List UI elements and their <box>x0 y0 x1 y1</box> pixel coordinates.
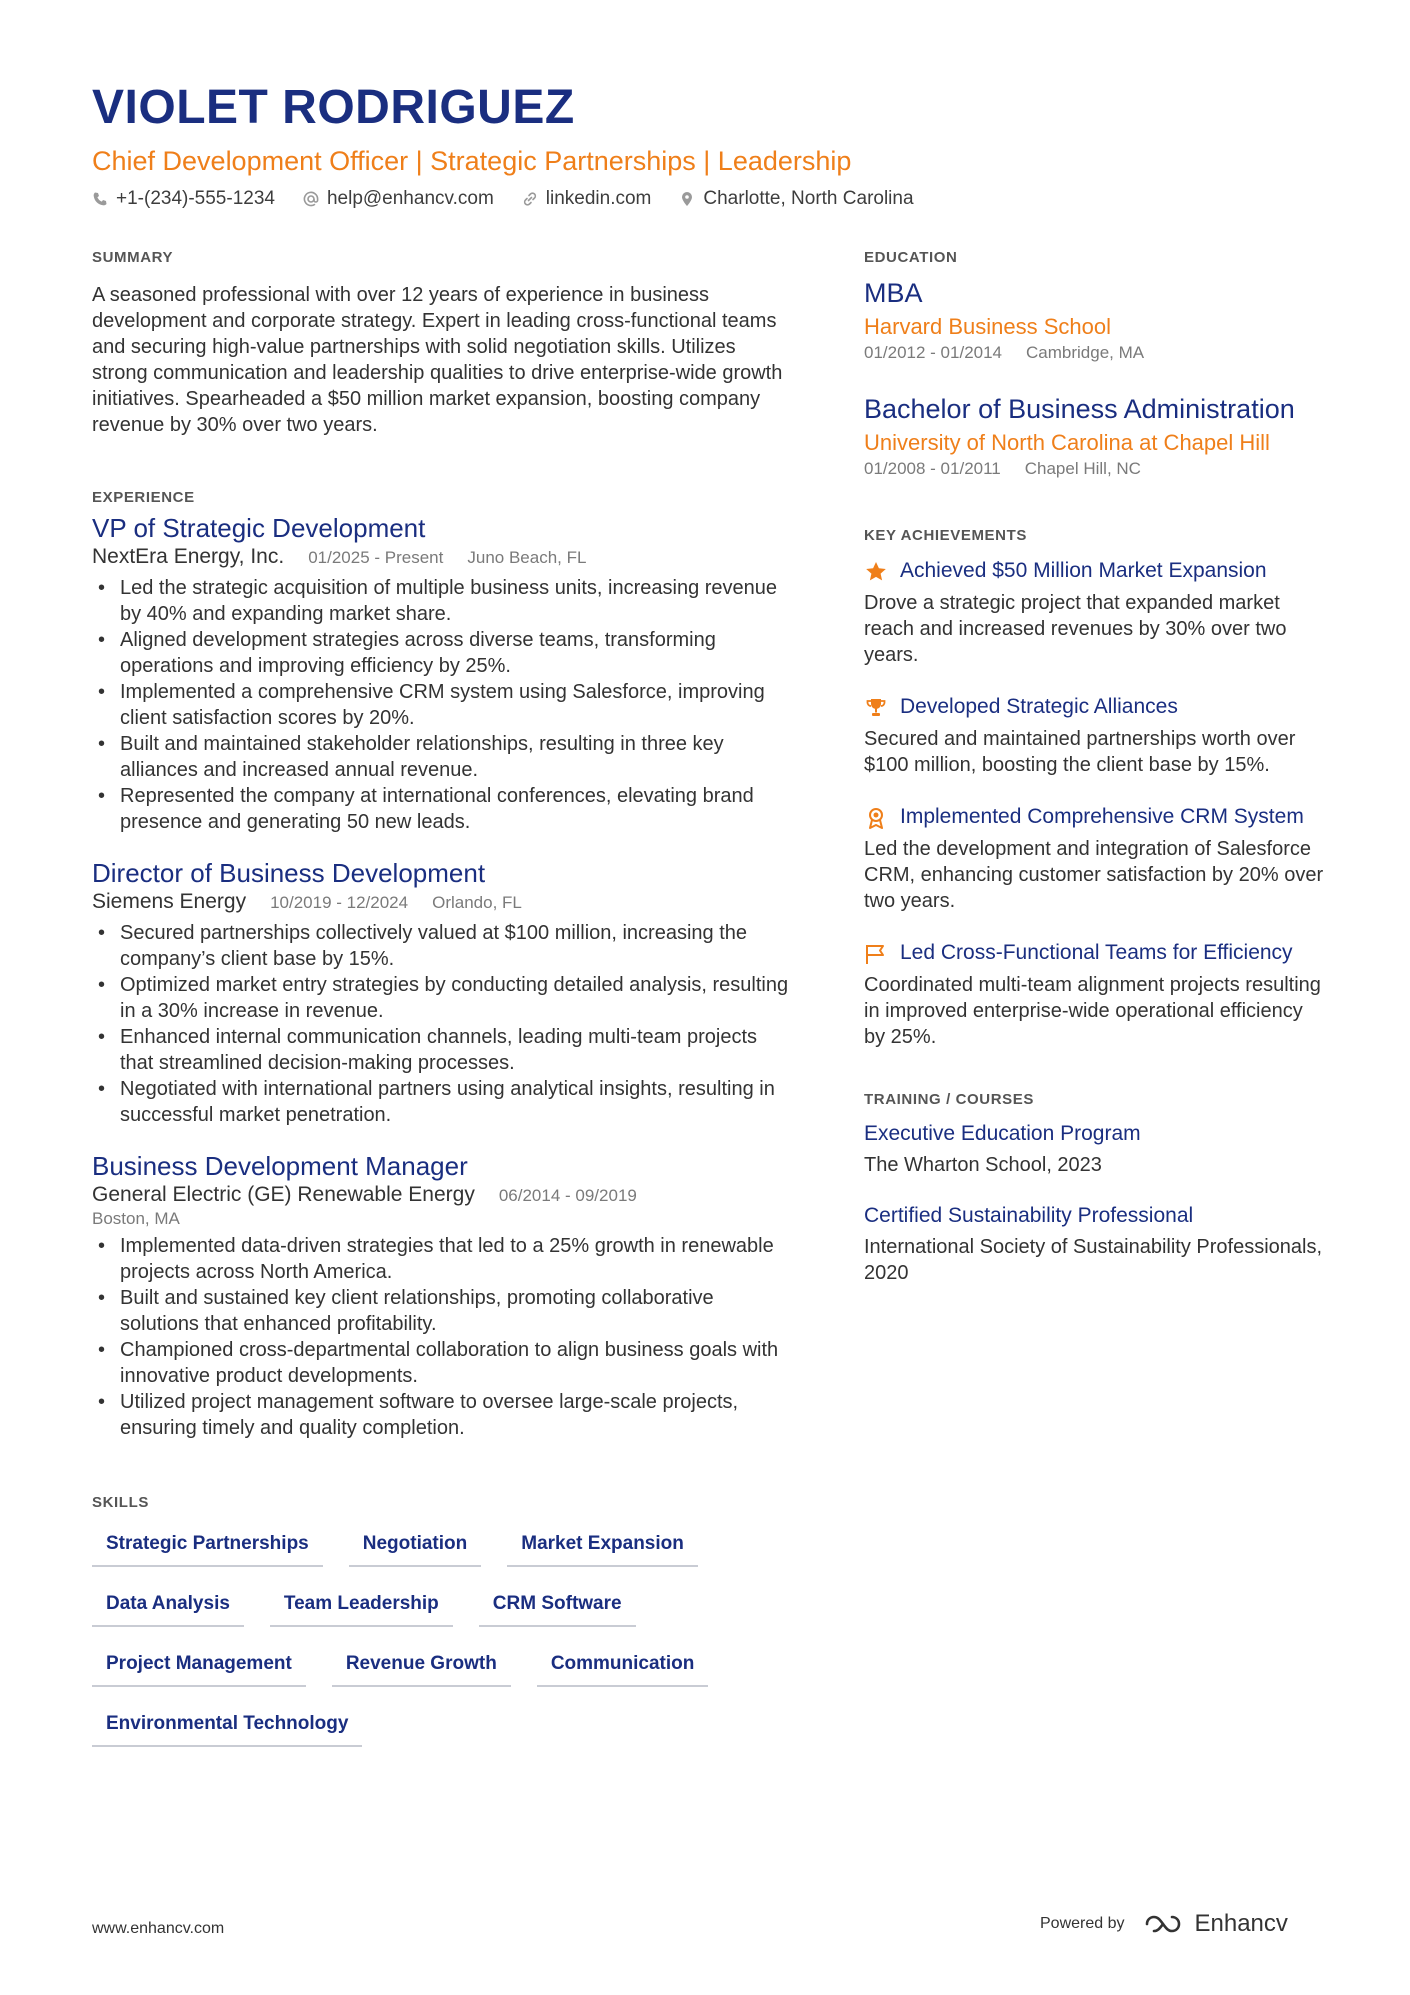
bullet-item: • Implemented a comprehensive CRM system using Salesforce, improving client satisfaction scores by 20%. <box>92 679 792 731</box>
right-column <box>864 248 1324 1310</box>
bullet-item: • Optimized market entry strategies by conducting detailed analysis, resulting in a 30% increase in revenue. <box>92 972 792 1024</box>
role-location: Boston, MA <box>92 1209 180 1228</box>
training-heading: TRAINING / COURSES <box>864 1091 1034 1108</box>
experience-entry <box>92 512 792 835</box>
achievement-entry <box>864 804 1324 914</box>
summary-section <box>92 248 792 438</box>
bullet-item: • Negotiated with international partners using analytical insights, resulting in successful market penetration. <box>92 1076 792 1128</box>
skill-tag: Team Leadership <box>270 1591 453 1627</box>
role-location: Juno Beach, FL <box>467 548 587 567</box>
education-heading: EDUCATION <box>864 249 958 266</box>
role-meta <box>92 544 792 571</box>
education-location: Cambridge, MA <box>1026 343 1145 362</box>
skills-list <box>92 1531 752 1747</box>
role-bullets <box>92 575 792 835</box>
role-meta <box>92 1182 792 1209</box>
achievement-entry <box>864 694 1324 778</box>
achievement-header <box>864 940 1324 966</box>
degree-title: MBA <box>864 278 923 308</box>
achievement-description: Led the development and integration of Salesforce CRM, enhancing customer satisfaction by 20% over two years. <box>864 838 1324 912</box>
bullet-item: • Represented the company at international conferences, elevating brand presence and generating 50 new leads. <box>92 783 792 835</box>
email-text: help@enhancv.com <box>326 188 494 209</box>
role-bullets <box>92 920 792 1128</box>
bullet-item: • Aligned development strategies across diverse teams, transforming operations and improving efficiency by 25%. <box>92 627 792 679</box>
brand-name: Enhancv <box>1194 1910 1288 1937</box>
experience-heading: EXPERIENCE <box>92 489 195 506</box>
achievement-header <box>864 804 1324 830</box>
achievement-header <box>864 694 1324 720</box>
skill-tag: Communication <box>537 1651 709 1687</box>
role-title: VP of Strategic Development <box>92 513 426 543</box>
at-icon <box>303 191 319 207</box>
education-dates: 01/2008 - 01/2011 <box>864 459 1001 478</box>
role-title: Director of Business Development <box>92 858 486 888</box>
footer-website[interactable]: www.enhancv.com <box>92 1920 225 1937</box>
bullet-item: • Secured partnerships collectively valued at $100 million, increasing the company’s client base by 15%. <box>92 920 792 972</box>
course-title: Certified Sustainability Professional <box>864 1204 1194 1227</box>
course-description: International Society of Sustainability Professionals, 2020 <box>864 1236 1323 1284</box>
resume-header <box>92 80 1322 212</box>
experience-section <box>92 488 792 1441</box>
role-title: Business Development Manager <box>92 1151 468 1181</box>
achievement-description: Coordinated multi-team alignment projects resulting in improved enterprise-wide operational efficiency by 25%. <box>864 974 1321 1048</box>
contact-email[interactable] <box>303 186 494 212</box>
education-entry <box>864 392 1324 480</box>
achievement-title: Led Cross-Functional Teams for Efficiency <box>900 941 1293 964</box>
skill-tag: Market Expansion <box>507 1531 698 1567</box>
skills-section <box>92 1493 792 1747</box>
summary-text: A seasoned professional with over 12 years of experience in business development and corporate strategy. Expert in leading cross-functional teams and securing high-value partnerships with solid negotiation skills. Utilizes strong communication and leadership qualities to drive enterprise-wide growth initiatives. Spearheaded a $50 million market expansion, boosting company revenue by 30% over two years. <box>92 284 783 436</box>
training-section <box>864 1090 1324 1286</box>
bullet-item: • Championed cross-departmental collaboration to align business goals with innovative product developments. <box>92 1337 792 1389</box>
role-bullets <box>92 1233 792 1441</box>
course-entry <box>864 1202 1324 1286</box>
role-dates: 01/2025 - Present <box>308 548 444 567</box>
skill-tag: Data Analysis <box>92 1591 244 1627</box>
enhancv-logo[interactable] <box>1143 1910 1288 1938</box>
skills-heading: SKILLS <box>92 1494 149 1511</box>
phone-text: +1-(234)-555-1234 <box>116 188 275 209</box>
location-pin-icon <box>679 191 695 207</box>
school-name: University of North Carolina at Chapel Hill <box>864 430 1270 455</box>
company-name: General Electric (GE) Renewable Energy <box>92 1183 475 1206</box>
achievement-header <box>864 558 1324 584</box>
role-meta <box>92 889 792 916</box>
education-entry <box>864 276 1324 364</box>
role-dates: 10/2019 - 12/2024 <box>270 893 409 912</box>
course-title: Executive Education Program <box>864 1122 1141 1145</box>
contact-linkedin[interactable] <box>522 186 652 212</box>
left-column <box>92 248 792 1747</box>
contact-location <box>679 186 913 212</box>
skill-tag: Environmental Technology <box>92 1711 362 1747</box>
achievement-description: Secured and maintained partnerships worth over $100 million, boosting the client base by 15%. <box>864 728 1296 776</box>
summary-heading: SUMMARY <box>92 249 174 266</box>
education-location: Chapel Hill, NC <box>1024 459 1141 478</box>
degree-title: Bachelor of Business Administration <box>864 394 1295 424</box>
skill-tag: Revenue Growth <box>332 1651 511 1687</box>
achievement-entry <box>864 940 1324 1050</box>
skill-tag: Project Management <box>92 1651 306 1687</box>
flag-icon <box>864 942 888 966</box>
candidate-name: VIOLET RODRIGUEZ <box>92 81 575 134</box>
footer-branding <box>1040 1910 1288 1938</box>
skill-tag: Strategic Partnerships <box>92 1531 323 1567</box>
experience-entry <box>92 857 792 1128</box>
education-meta <box>864 342 1324 364</box>
linkedin-text: linkedin.com <box>545 188 652 209</box>
skill-tag: CRM Software <box>479 1591 636 1627</box>
company-name: Siemens Energy <box>92 890 247 913</box>
experience-entry <box>92 1150 792 1441</box>
skill-tag: Negotiation <box>349 1531 482 1567</box>
achievements-heading: KEY ACHIEVEMENTS <box>864 527 1027 544</box>
education-section <box>864 248 1324 480</box>
achievement-title: Achieved $50 Million Market Expansion <box>900 559 1267 582</box>
role-location: Orlando, FL <box>432 893 522 912</box>
achievement-entry <box>864 558 1324 668</box>
bullet-item: • Implemented data-driven strategies that led to a 25% growth in renewable projects across North America. <box>92 1233 792 1285</box>
bullet-item: • Utilized project management software to oversee large-scale projects, ensuring timely and quality completion. <box>92 1389 792 1441</box>
link-icon <box>522 191 538 207</box>
bullet-item: • Enhanced internal communication channels, leading multi-team projects that streamlined decision-making processes. <box>92 1024 792 1076</box>
location-text: Charlotte, North Carolina <box>703 188 914 209</box>
star-icon <box>864 560 888 584</box>
bullet-item: • Built and maintained stakeholder relationships, resulting in three key alliances and increased annual revenue. <box>92 731 792 783</box>
education-meta <box>864 458 1324 480</box>
education-dates: 01/2012 - 01/2014 <box>864 343 1003 362</box>
role-dates: 06/2014 - 09/2019 <box>498 1186 637 1205</box>
bullet-item: • Led the strategic acquisition of multiple business units, increasing revenue by 40% and expanding market share. <box>92 575 792 627</box>
phone-icon <box>92 191 108 207</box>
achievement-description: Drove a strategic project that expanded market reach and increased revenues by 30% over two years. <box>864 592 1287 666</box>
course-description: The Wharton School, 2023 <box>864 1154 1102 1176</box>
powered-by-text: Powered by <box>1040 1915 1125 1932</box>
award-icon <box>864 806 888 830</box>
achievement-title: Developed Strategic Alliances <box>900 695 1178 718</box>
contact-phone <box>92 186 275 212</box>
trophy-icon <box>864 696 888 720</box>
bullet-item: • Built and sustained key client relationships, promoting collaborative solutions that enhanced profitability. <box>92 1285 792 1337</box>
achievements-section <box>864 526 1324 1050</box>
contact-info <box>92 186 1322 212</box>
school-name: Harvard Business School <box>864 314 1112 339</box>
company-name: NextEra Energy, Inc. <box>92 545 285 568</box>
course-entry <box>864 1120 1324 1178</box>
candidate-title: Chief Development Officer | Strategic Partnerships | Leadership <box>92 146 852 176</box>
achievement-title: Implemented Comprehensive CRM System <box>900 805 1304 828</box>
enhancv-logo-icon <box>1143 1912 1187 1936</box>
